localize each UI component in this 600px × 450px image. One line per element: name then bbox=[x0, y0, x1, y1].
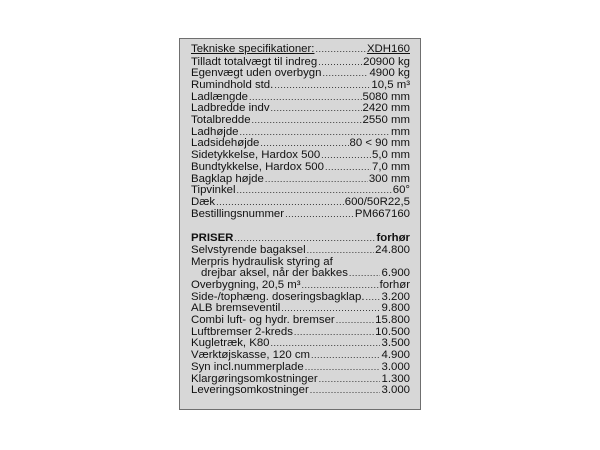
price-label: ALB bremseventil bbox=[191, 302, 281, 315]
price-label: Combi luft- og hydr. bremser bbox=[191, 314, 335, 327]
price-label: Overbygning, 20,5 m³ bbox=[191, 279, 301, 292]
leader-dots bbox=[315, 44, 365, 56]
price-value: 6.900 bbox=[381, 267, 410, 280]
spec-value: 4900 kg bbox=[369, 67, 410, 80]
price-label: Luftbremser 2-kreds bbox=[191, 325, 293, 338]
price-label: Klargøringsomkostninger bbox=[191, 372, 318, 385]
spec-label: Totalbredde bbox=[191, 114, 251, 127]
price-label: Side-/tophæng. doseringsbagklap. bbox=[191, 290, 365, 303]
price-value: 3.000 bbox=[381, 384, 410, 397]
price-label: Syn incl.nummerplade bbox=[191, 360, 304, 373]
spec-value: 7,0 mm bbox=[372, 160, 410, 173]
model-code: XDH160 bbox=[366, 42, 410, 55]
prices-header-label: PRISER bbox=[191, 232, 234, 245]
spec-label: Ladsidehøjde bbox=[191, 137, 260, 150]
leader-dots bbox=[265, 174, 368, 186]
spec-value: 60° bbox=[392, 184, 410, 197]
leader-dots bbox=[319, 374, 381, 386]
leader-dots bbox=[302, 280, 379, 292]
leader-dots bbox=[366, 292, 381, 304]
price-label: Selvstyrende bagaksel bbox=[191, 243, 306, 256]
price-label: drejbar aksel, når der bakkes bbox=[201, 267, 348, 280]
leader-dots bbox=[285, 209, 354, 221]
spec-label: Tipvinkel bbox=[191, 184, 236, 197]
spec-value: 5080 mm bbox=[362, 90, 410, 103]
price-label: Kugletræk, K80 bbox=[191, 337, 270, 350]
price-row bbox=[191, 280, 410, 292]
spec-value: 300 mm bbox=[368, 172, 410, 185]
specs-header bbox=[191, 44, 410, 56]
leader-dots bbox=[310, 385, 381, 397]
prices-header-value: forhør bbox=[376, 232, 410, 245]
spec-value: 5,0 mm bbox=[372, 149, 410, 162]
leader-dots bbox=[274, 80, 370, 92]
spec-label: Egenvægt uden overbygn bbox=[191, 67, 322, 80]
spec-label: Dæk bbox=[191, 195, 216, 208]
leader-dots bbox=[294, 327, 374, 339]
leader-dots bbox=[325, 162, 371, 174]
spec-value: PM667160 bbox=[354, 207, 410, 220]
price-value: 24.800 bbox=[375, 243, 410, 256]
price-value: 1.300 bbox=[381, 372, 410, 385]
spec-label: Bundtykkelse, Hardox 500 bbox=[191, 160, 324, 173]
price-label: Merpris hydraulisk styring af bbox=[191, 255, 333, 268]
spec-label: Rumindhold std. bbox=[191, 79, 274, 92]
spec-sheet-panel bbox=[179, 38, 421, 410]
spec-label: Ladbredde indv bbox=[191, 102, 270, 115]
spec-value: 2420 mm bbox=[362, 102, 410, 115]
spec-row-tyres bbox=[191, 197, 410, 209]
leader-dots bbox=[252, 115, 362, 127]
spec-value: mm bbox=[391, 125, 410, 138]
spec-value: 20900 kg bbox=[363, 55, 410, 68]
leader-dots bbox=[336, 315, 374, 327]
spec-value: 10,5 m³ bbox=[371, 79, 410, 92]
spec-row-bottom-thickness bbox=[191, 162, 410, 174]
price-value: 4.900 bbox=[381, 349, 410, 362]
price-value: 9.800 bbox=[381, 302, 410, 315]
spec-value: 80 < 90 mm bbox=[349, 137, 410, 150]
spec-label: Tilladt totalvægt til indreg bbox=[191, 55, 318, 68]
spec-label: Bagklap højde bbox=[191, 172, 264, 185]
spec-row-volume bbox=[191, 80, 410, 92]
price-value: 10.500 bbox=[375, 325, 410, 338]
spec-label: Ladhøjde bbox=[191, 125, 239, 138]
price-value: 3.200 bbox=[381, 290, 410, 303]
leader-dots bbox=[321, 150, 371, 162]
price-value: 3.000 bbox=[381, 360, 410, 373]
leader-dots bbox=[305, 362, 381, 374]
leader-dots bbox=[322, 68, 368, 80]
spec-label: Bestillingsnummer bbox=[191, 207, 285, 220]
leader-dots bbox=[216, 197, 344, 209]
spec-value: 2550 mm bbox=[362, 114, 410, 127]
leader-dots bbox=[307, 245, 375, 257]
price-value: 15.800 bbox=[375, 314, 410, 327]
specs-header-label: Tekniske specifikationer: bbox=[191, 42, 315, 55]
price-label: Værktøjskasse, 120 cm bbox=[191, 349, 311, 362]
price-value: 3.500 bbox=[381, 337, 410, 350]
leader-dots bbox=[311, 350, 380, 362]
spec-label: Sidetykkelse, Hardox 500 bbox=[191, 149, 321, 162]
leader-dots bbox=[318, 57, 362, 69]
price-row bbox=[191, 385, 410, 397]
leader-dots bbox=[271, 103, 362, 115]
spec-label: Ladlængde bbox=[191, 90, 249, 103]
leader-dots bbox=[349, 268, 381, 280]
price-label: Leveringsomkostninger bbox=[191, 384, 309, 397]
price-row bbox=[191, 245, 410, 257]
price-row bbox=[191, 362, 410, 374]
spec-value: 600/50R22,5 bbox=[344, 195, 410, 208]
price-value: forhør bbox=[379, 279, 410, 292]
spec-row-order-number bbox=[191, 209, 410, 221]
